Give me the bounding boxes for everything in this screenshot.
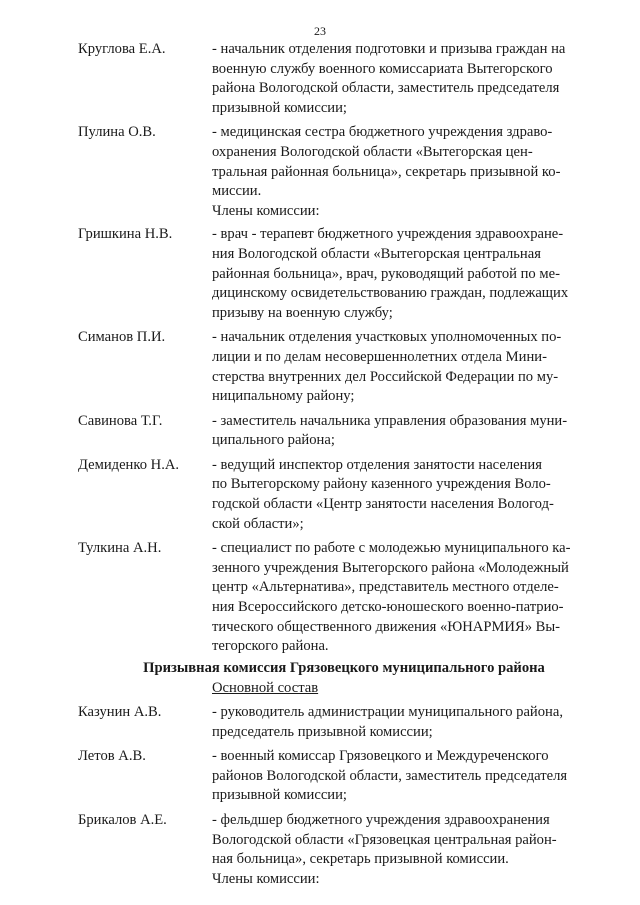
entry-description: - начальник отделения подготовки и призыва граждан на военную службу военного комиссариата Вытегорского района Вологодской области, заместитель председателя призывной комиссии; — [212, 41, 566, 116]
entry-name: Тулкина А.Н. — [78, 540, 162, 557]
entry-description: - специалист по работе с молодежью муниципального ка- зенного учреждения Вытегорского района «Молодежный центр «Альтернатива», представитель местного отделе- ния Всероссийского детско-юношеского военно-патрио- тического общественного движения «ЮНАРМИЯ» Вы- тегорского района. — [212, 540, 571, 655]
entry-name: Савинова Т.Г. — [78, 412, 163, 429]
entry-savinova — [78, 412, 590, 451]
entry-kazunin — [78, 703, 590, 742]
section-title: Призывная комиссия Грязовецкого муниципального района — [143, 659, 545, 676]
entry-description: - военный комиссар Грязовецкого и Междуреченского районов Вологодской области, заместитель председателя призывной комиссии; — [212, 748, 568, 804]
entry-letov — [78, 747, 590, 806]
entry-description: - начальник отделения участковых уполномоченных по- лиции и по делам несовершеннолетних отдела Мини- стерства внутренних дел Российской Федерации по му- ниципальному району; — [212, 329, 562, 405]
entry-name: Гришкина Н.В. — [78, 226, 173, 243]
members-label: Члены комиссии: — [212, 202, 320, 219]
members-label-2: Члены комиссии: — [212, 870, 320, 887]
entry-description: - врач - терапевт бюджетного учреждения здравоохране- ния Вологодской области «Вытегорская центральная районная больница», врач, руководящий работой по ме- дицинскому освидетельствованию граждан, подлежащих призыву на военную службу; — [212, 226, 569, 321]
page-number: 23 — [314, 24, 326, 38]
entry-grishkina — [78, 225, 590, 323]
entry-description: - ведущий инспектор отделения занятости населения по Вытегорскому району казенного учреждения Воло- годской области «Центр занятости населения Вологод- ской области»; — [212, 456, 554, 532]
entry-name: Летов А.В. — [78, 748, 146, 765]
main-composition-label: Основной состав — [212, 680, 319, 697]
entry-simanov — [78, 328, 590, 406]
entry-description: - руководитель администрации муниципального района, председатель призывной комиссии; — [212, 704, 563, 740]
entry-description: - медицинская сестра бюджетного учреждения здраво- охранения Вологодской области «Вытегорская цен- тральная районная больница», секретарь призывной ко- миссии. — [212, 124, 561, 200]
entry-pulina — [78, 123, 590, 201]
entry-demidenko — [78, 456, 590, 534]
entry-name: Демиденко Н.А. — [78, 456, 180, 473]
entry-tulkina — [78, 539, 590, 657]
entry-brikalov — [78, 811, 590, 870]
entry-name: Круглова Е.А. — [78, 41, 166, 57]
document-content — [78, 40, 590, 893]
entry-description: - фельдшер бюджетного учреждения здравоохранения Вологодской области «Грязовецкая центральная район- ная больница», секретарь призывной комиссии. — [212, 811, 557, 868]
entry-name: Симанов П.И. — [78, 329, 166, 346]
entry-name: Брикалов А.Е. — [78, 811, 167, 828]
entry-name: Казунин А.В. — [78, 704, 162, 720]
entry-description: - заместитель начальника управления образования муни- ципального района; — [212, 412, 568, 449]
entry-kruglova — [78, 40, 590, 118]
entry-name: Пулина О.В. — [78, 124, 156, 141]
